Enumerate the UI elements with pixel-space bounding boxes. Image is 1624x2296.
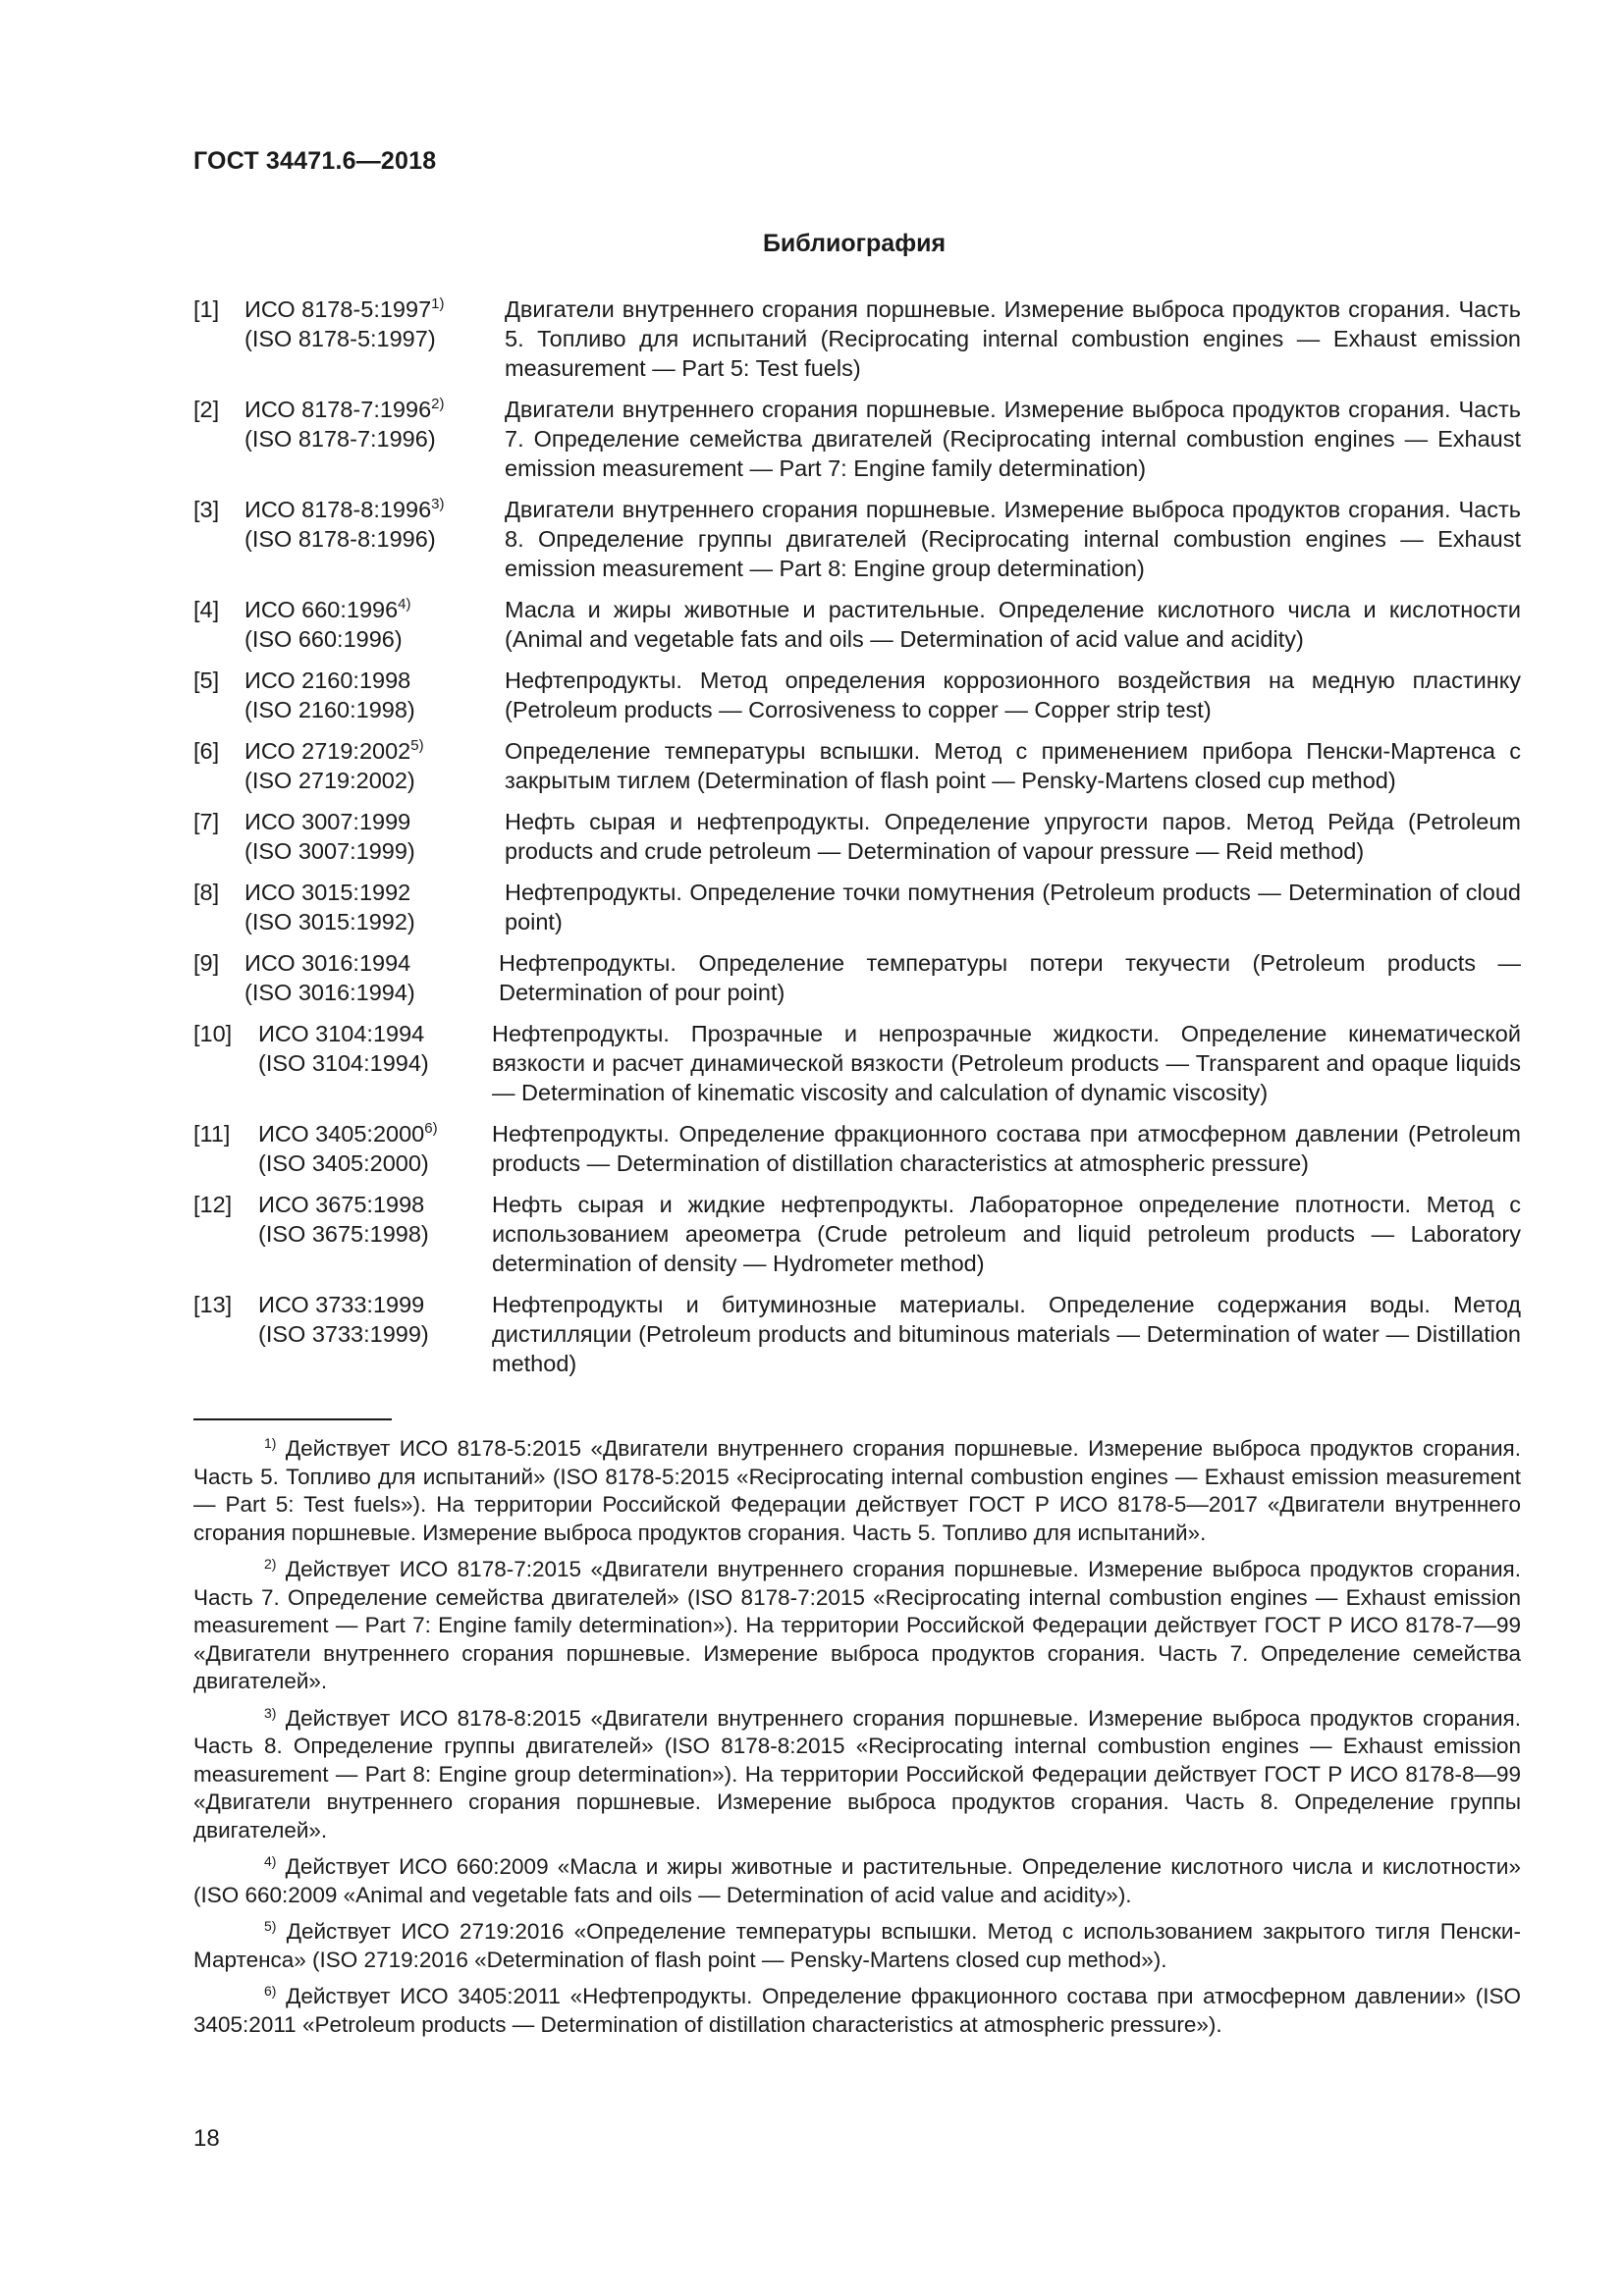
iso-code-ru: ИСО 8178-8:1996 [244, 497, 432, 522]
footnote-text: Действует ИСО 2719:2016 «Определение температуры вспышки. Метод с использованием закрытого тигля Пенски-Мартенса» (ISO 2719:2016 «Determination of flash point — Pensky-Martens closed cup method»). [193, 1919, 1521, 1972]
footnote-mark: 6) [264, 1983, 277, 1999]
bib-entry-10 [193, 1019, 1521, 1107]
entry-number: [12] [193, 1192, 233, 1217]
iso-code-ru: ИСО 3007:1999 [244, 809, 411, 834]
iso-code-en: (ISO 3104:1994) [258, 1050, 429, 1076]
footnote-divider [193, 1418, 392, 1420]
entry-number: [2] [193, 397, 220, 422]
entry-codes [244, 595, 505, 654]
iso-code-en: (ISO 8178-7:1996) [244, 426, 436, 452]
footnote-text: Действует ИСО 8178-5:2015 «Двигатели внутреннего сгорания поршневые. Измерение выброса продуктов сгорания. Часть 5. Топливо для испытаний» (ISO 8178-5:2015 «Reciprocating internal combustion engines — Exhaust emission measurement — Part 5: Test fuels»). На территории Российской Федерации действует ГОСТ Р ИСО 8178-5—2017 «Двигатели внутреннего сгорания поршневые. Измерение выброса продуктов сгорания. Часть 5. Топливо для испытаний». [193, 1436, 1521, 1545]
iso-code-ru: ИСО 8178-5:1997 [244, 296, 432, 322]
iso-code-ru: ИСО 3015:1992 [244, 880, 411, 905]
entry-codes [244, 294, 505, 383]
page-number: 18 [193, 2125, 220, 2152]
entry-description: Масла и жиры животные и растительные. Определение кислотного числа и кислотности (Animal and vegetable fats and oils — Determination of acid value and acidity) [505, 597, 1521, 652]
bib-entry-6 [193, 736, 1521, 795]
entry-codes [244, 807, 505, 866]
bib-entry-8 [193, 878, 1521, 936]
entry-number: [4] [193, 597, 220, 622]
footnote-text: Действует ИСО 8178-7:2015 «Двигатели внутреннего сгорания поршневые. Измерение выброса продуктов сгорания. Часть 7. Определение семейства двигателей» (ISO 8178-7:2015 «Reciprocating internal combustion engines — Exhaust emission measurement — Part 7: Engine family determination»). На территории Российской Федерации действует ГОСТ Р ИСО 8178-7—99 «Двигатели внутреннего сгорания поршневые. Измерение выброса продуктов сгорания. Часть 7. Определение семейства двигателей». [193, 1557, 1521, 1693]
footnote-mark: 5) [264, 1918, 277, 1934]
footnote-2 [193, 1556, 1521, 1696]
footnote-ref[interactable]: 5) [410, 737, 424, 754]
bib-entry-7 [193, 807, 1521, 866]
footnote-5 [193, 1918, 1521, 1974]
iso-code-en: (ISO 8178-5:1997) [244, 326, 436, 351]
entry-codes [244, 395, 505, 483]
entry-codes [244, 948, 499, 1007]
iso-code-ru: ИСО 3104:1994 [258, 1021, 425, 1046]
footnote-ref[interactable]: 4) [398, 596, 411, 613]
iso-code-en: (ISO 3405:2000) [258, 1150, 429, 1176]
iso-code-ru: ИСО 2719:2002 [244, 738, 411, 764]
iso-code-en: (ISO 3733:1999) [258, 1321, 429, 1347]
iso-code-en: (ISO 3016:1994) [244, 980, 415, 1005]
footnote-mark: 3) [264, 1704, 277, 1721]
entry-description: Нефтепродукты. Определение фракционного состава при атмосферном давлении (Petroleum products — Determination of distillation characteristics at atmospheric pressure) [492, 1121, 1521, 1176]
footnote-ref[interactable]: 3) [431, 496, 445, 512]
iso-code-en: (ISO 8178-8:1996) [244, 526, 436, 552]
bib-entry-11 [193, 1119, 1521, 1178]
iso-code-ru: ИСО 3405:2000 [258, 1121, 425, 1147]
bib-entry-12 [193, 1190, 1521, 1278]
footnote-mark: 2) [264, 1556, 277, 1572]
entry-description: Нефть сырая и жидкие нефтепродукты. Лабораторное определение плотности. Метод с использованием ареометра (Crude petroleum and liquid petroleum products — Laboratory determination of density — Hydrometer method) [492, 1192, 1521, 1276]
entry-codes [258, 1019, 498, 1107]
entry-description: Определение температуры вспышки. Метод с применением прибора Пенски-Мартенса с закрытым тиглем (Determination of flash point — Pensky-Martens closed cup method) [505, 738, 1521, 793]
bib-entry-2 [193, 395, 1521, 483]
entry-codes [244, 878, 505, 936]
entry-number: [11] [193, 1121, 231, 1147]
iso-code-en: (ISO 3007:1999) [244, 838, 415, 864]
footnote-4 [193, 1853, 1521, 1909]
entry-number: [1] [193, 296, 220, 322]
footnote-text: Действует ИСО 8178-8:2015 «Двигатели внутреннего сгорания поршневые. Измерение выброса продуктов сгорания. Часть 8. Определение группы двигателей» (ISO 8178-8:2015 «Reciprocating internal combustion engines — Exhaust emission measurement — Part 8: Engine group determination»). На территории Российской Федерации действует ГОСТ Р ИСО 8178-8—99 «Двигатели внутреннего сгорания поршневые. Измерение выброса продуктов сгорания. Часть 8. Определение группы двигателей». [193, 1705, 1521, 1842]
entry-number: [3] [193, 497, 220, 522]
entry-codes [244, 736, 505, 795]
bib-entry-9 [193, 948, 1521, 1007]
iso-code-ru: ИСО 3675:1998 [258, 1192, 425, 1217]
iso-code-en: (ISO 3015:1992) [244, 909, 415, 934]
entry-codes [258, 1190, 498, 1278]
bib-entry-13 [193, 1290, 1521, 1378]
entry-description: Двигатели внутреннего сгорания поршневые. Измерение выброса продуктов сгорания. Часть 5. Топливо для испытаний (Reciprocating internal combustion engines — Exhaust emission measurement — Part 5: Test fuels) [505, 296, 1521, 381]
footnote-ref[interactable]: 6) [424, 1120, 438, 1137]
bib-entry-5 [193, 666, 1521, 724]
document-header: ГОСТ 34471.6—2018 [193, 147, 437, 175]
entry-codes [258, 1290, 498, 1378]
entry-codes [258, 1119, 498, 1178]
bib-entry-4 [193, 595, 1521, 654]
bib-entry-3 [193, 495, 1521, 583]
entry-number: [8] [193, 880, 220, 905]
entry-description: Нефтепродукты. Определение температуры потери текучести (Petroleum products — Determination of pour point) [499, 950, 1521, 1005]
iso-code-en: (ISO 2160:1998) [244, 697, 415, 722]
bibliography-title: Библиография [762, 230, 947, 257]
iso-code-ru: ИСО 8178-7:1996 [244, 397, 432, 422]
entry-description: Двигатели внутреннего сгорания поршневые. Измерение выброса продуктов сгорания. Часть 7. Определение семейства двигателей (Reciprocating internal combustion engines — Exhaust emission measurement — Part 7: Engine family determination) [505, 397, 1521, 481]
iso-code-en: (ISO 660:1996) [244, 626, 403, 652]
entry-codes [244, 666, 505, 724]
footnote-ref[interactable]: 1) [431, 295, 445, 312]
entry-number: [10] [193, 1021, 233, 1046]
footnote-text: Действует ИСО 660:2009 «Масла и жиры животные и растительные. Определение кислотного числа и кислотности» (ISO 660:2009 «Animal and vegetable fats and oils — Determination of acid value and acidity»). [193, 1854, 1521, 1907]
entry-description: Нефтепродукты и битуминозные материалы. Определение содержания воды. Метод дистилляции (Petroleum products and bituminous materials — Determination of water — Distillation method) [492, 1292, 1521, 1376]
entry-description: Нефтепродукты. Метод определения коррозионного воздействия на медную пластинку (Petroleum products — Corrosiveness to copper — Copper strip test) [505, 667, 1521, 722]
iso-code-ru: ИСО 2160:1998 [244, 667, 411, 693]
entry-number: [5] [193, 667, 220, 693]
footnote-mark: 1) [264, 1435, 277, 1451]
footnote-ref[interactable]: 2) [431, 396, 445, 412]
entry-number: [13] [193, 1292, 233, 1317]
footnote-6 [193, 1983, 1521, 2039]
footnote-3 [193, 1705, 1521, 1845]
entry-description: Нефть сырая и нефтепродукты. Определение упругости паров. Метод Рейда (Petroleum products and crude petroleum — Determination of vapour pressure — Reid method) [505, 809, 1521, 864]
entry-number: [9] [193, 950, 220, 976]
entry-description: Нефтепродукты. Определение точки помутнения (Petroleum products — Determination of cloud point) [505, 880, 1521, 934]
footnote-mark: 4) [264, 1853, 277, 1869]
footnote-text: Действует ИСО 3405:2011 «Нефтепродукты. Определение фракционного состава при атмосферном давлении» (ISO 3405:2011 «Petroleum products — Determination of distillation characteristics at atmospheric pressure»). [193, 1984, 1521, 2037]
entry-description: Нефтепродукты. Прозрачные и непрозрачные жидкости. Определение кинематической вязкости и расчет динамической вязкости (Petroleum products — Transparent and opaque liquids — Determination of kinematic viscosity and calculation of dynamic viscosity) [492, 1021, 1521, 1105]
footnote-1 [193, 1435, 1521, 1547]
bibliography-list [193, 294, 1521, 1390]
entry-number: [7] [193, 809, 220, 834]
iso-code-ru: ИСО 3016:1994 [244, 950, 411, 976]
footnotes [193, 1435, 1521, 2048]
iso-code-en: (ISO 3675:1998) [258, 1221, 429, 1247]
iso-code-ru: ИСО 660:1996 [244, 597, 399, 622]
entry-description: Двигатели внутреннего сгорания поршневые. Измерение выброса продуктов сгорания. Часть 8. Определение группы двигателей (Reciprocating internal combustion engines — Exhaust emission measurement — Part 8: Engine group determination) [505, 497, 1521, 581]
iso-code-en: (ISO 2719:2002) [244, 768, 415, 793]
entry-codes [244, 495, 505, 583]
bib-entry-1 [193, 294, 1521, 383]
iso-code-ru: ИСО 3733:1999 [258, 1292, 425, 1317]
entry-number: [6] [193, 738, 220, 764]
